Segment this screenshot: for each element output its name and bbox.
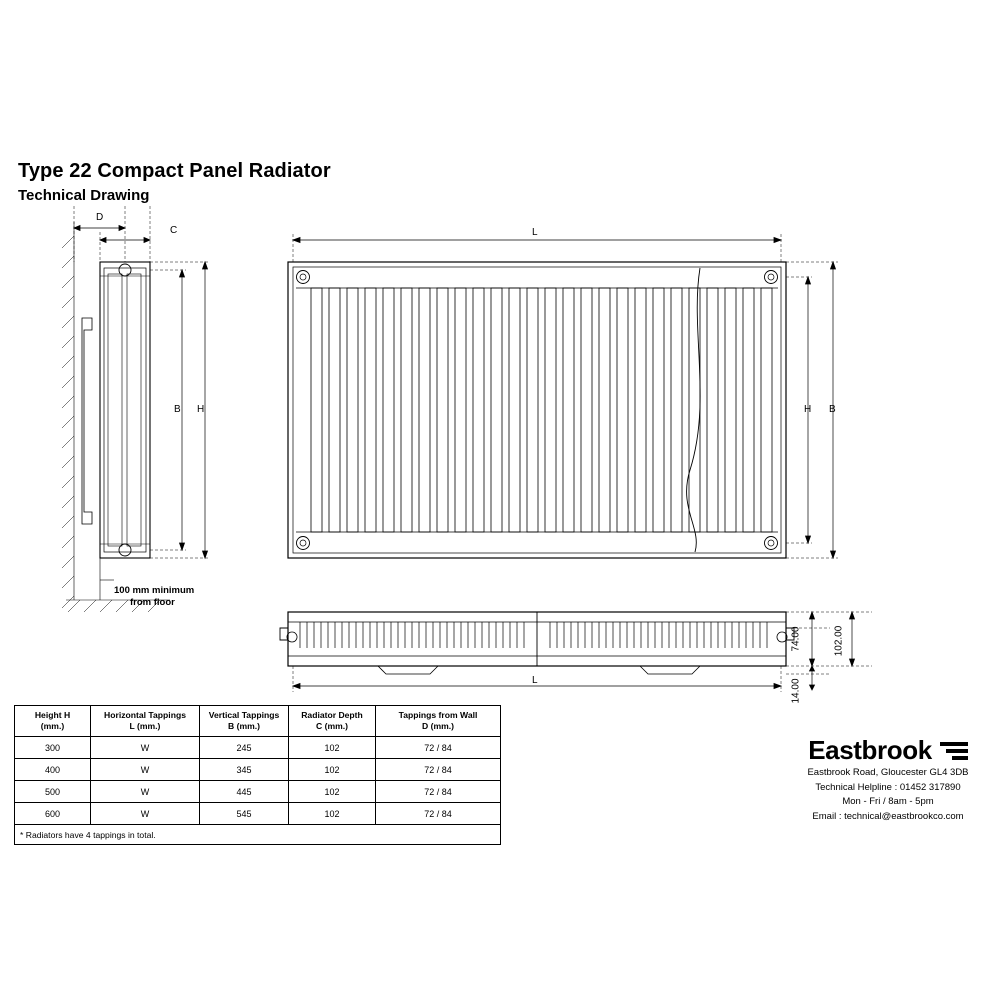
column-header-height-line2: (mm.): [40, 721, 65, 731]
dimension-label-b-front: B: [829, 404, 836, 415]
column-header-wall-line2: D (mm.): [422, 721, 454, 731]
page-title: Type 22 Compact Panel Radiator: [18, 160, 331, 182]
table-row: [15, 759, 501, 781]
cell-height: 500: [15, 781, 91, 803]
dimension-label-102: 102.00: [833, 625, 845, 657]
cell-horizontal: W: [91, 759, 200, 781]
cell-depth: 102: [289, 803, 376, 825]
company-block: [790, 735, 986, 825]
dimension-label-d: D: [96, 212, 104, 223]
dimension-label-14: 14.00: [790, 678, 802, 704]
page-subtitle: Technical Drawing: [18, 187, 150, 204]
specification-table: [14, 705, 501, 845]
company-helpline: Technical Helpline : 01452 317890: [815, 781, 961, 793]
cell-vertical: 445: [200, 781, 289, 803]
column-header-depth-line1: Radiator Depth: [301, 710, 363, 721]
column-header-wall-line1: Tappings from Wall: [398, 710, 478, 721]
dimension-label-l-front: L: [532, 227, 538, 238]
cell-depth: 102: [289, 737, 376, 759]
cell-height: 400: [15, 759, 91, 781]
cell-height: 300: [15, 737, 91, 759]
column-header-vertical: [200, 706, 289, 737]
column-header-depth: [289, 706, 376, 737]
dimension-label-l-plan: L: [532, 675, 538, 686]
company-address: Eastbrook Road, Gloucester GL4 3DB: [807, 767, 969, 778]
cell-wall: 72 / 84: [376, 737, 501, 759]
cell-height: 600: [15, 803, 91, 825]
column-header-vertical-line1: Vertical Tappings: [208, 710, 280, 721]
table-row: [15, 737, 501, 759]
company-logo: [790, 735, 986, 766]
cell-depth: 102: [289, 759, 376, 781]
company-hours: Mon - Fri / 8am - 5pm: [842, 796, 934, 808]
column-header-depth-line2: C (mm.): [316, 721, 348, 731]
column-header-horizontal-line2: L (mm.): [129, 721, 161, 731]
table-footnote: * Radiators have 4 tappings in total.: [15, 825, 501, 845]
floor-note-line2: from floor: [130, 597, 175, 608]
dimension-label-h-side: H: [197, 404, 205, 415]
cell-vertical: 545: [200, 803, 289, 825]
table-footnote-row: [15, 825, 501, 845]
dimension-label-c: C: [170, 225, 178, 236]
cell-horizontal: W: [91, 737, 200, 759]
column-header-wall: [376, 706, 501, 737]
cell-horizontal: W: [91, 803, 200, 825]
column-header-height: [15, 706, 91, 737]
column-header-horizontal-line1: Horizontal Tappings: [104, 710, 186, 721]
cell-wall: 72 / 84: [376, 803, 501, 825]
column-header-height-line1: Height H: [34, 710, 71, 721]
dimension-label-b-side: B: [174, 404, 181, 415]
column-header-horizontal: [91, 706, 200, 737]
company-name: Eastbrook: [808, 735, 932, 765]
cell-horizontal: W: [91, 781, 200, 803]
column-header-vertical-line2: B (mm.): [228, 721, 260, 731]
eastbrook-bars-icon: [940, 742, 968, 760]
table-header-row: [15, 706, 501, 737]
cell-vertical: 345: [200, 759, 289, 781]
company-email: Email : technical@eastbrookco.com: [812, 811, 964, 823]
table-row: [15, 781, 501, 803]
dimension-label-h-front: H: [804, 404, 812, 415]
cell-depth: 102: [289, 781, 376, 803]
cell-wall: 72 / 84: [376, 781, 501, 803]
table-row: [15, 803, 501, 825]
cell-vertical: 245: [200, 737, 289, 759]
floor-note-line1: 100 mm minimum: [114, 585, 195, 596]
cell-wall: 72 / 84: [376, 759, 501, 781]
dimension-label-74: 74.00: [790, 626, 802, 652]
